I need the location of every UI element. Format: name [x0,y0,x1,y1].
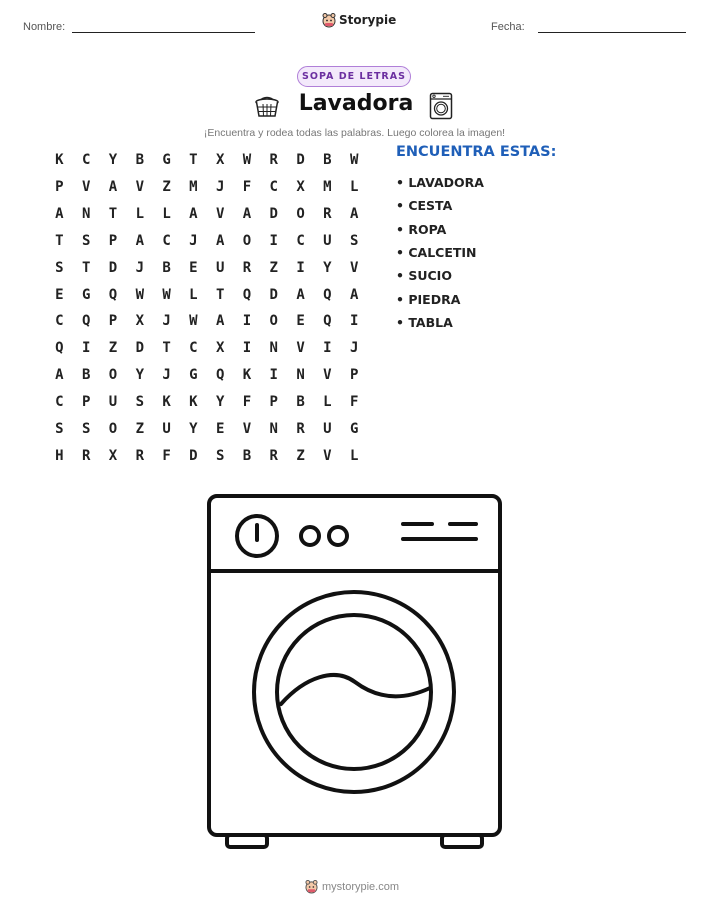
grid-letter: J [135,259,144,276]
grid-letter: T [108,206,118,223]
grid-letter: U [162,420,171,437]
grid-letter: J [215,179,225,196]
grid-letter: P [349,367,359,384]
instructions: ¡Encuentra y rodea todas las palabras. Luego colorea la imagen! [203,127,506,139]
grid-letter: C [81,152,91,169]
grid-letter: L [323,394,332,411]
grid-letter: W [135,286,144,303]
word-list-item: • CESTA [396,198,453,214]
grid-letter: Z [162,179,171,196]
grid-letter: V [242,420,252,437]
grid-letter: N [269,340,278,357]
grid-letter: T [55,232,64,249]
date-label: Fecha: [491,21,525,33]
grid-letter: E [296,313,305,330]
grid-letter: O [108,420,118,437]
grid-letter: I [323,340,332,357]
grid-letter: B [81,367,91,384]
grid-letter: K [162,394,171,411]
word-list-item: • LAVADORA [396,175,484,191]
grid-letter: X [135,313,144,330]
grid-letter: A [189,206,198,223]
grid-letter: N [269,420,278,437]
grid-letter: M [189,179,198,196]
grid-letter: R [296,420,305,437]
grid-letter: P [269,394,278,411]
grid-letter: K [189,394,198,411]
grid-letter: L [349,447,359,464]
grid-letter: T [215,286,225,303]
grid-letter: Z [269,259,278,276]
grid-letter: X [215,340,225,357]
grid-letter: A [296,286,305,303]
category-badge: SOPA DE LETRAS [297,66,411,87]
grid-letter: J [162,313,171,330]
grid-letter: G [81,286,91,303]
grid-letter: B [323,152,332,169]
name-label: Nombre: [23,21,66,33]
grid-letter: V [349,259,359,276]
grid-letter: P [108,313,118,330]
grid-letter: L [349,179,359,196]
grid-letter: G [349,420,359,437]
grid-letter: O [242,232,252,249]
grid-letter: A [215,313,225,330]
grid-letter: C [162,232,171,249]
grid-letter: A [215,232,225,249]
grid-letter: O [296,206,305,223]
control-button-1 [301,527,319,545]
grid-letter: A [349,206,359,223]
grid-letter: T [81,259,91,276]
grid-letter: J [349,340,359,357]
grid-letter: U [108,394,118,411]
storypie-mascot-icon [305,879,318,894]
footer-url: mystorypie.com [322,880,400,893]
water-wave [281,675,430,704]
grid-letter: Z [296,447,305,464]
grid-letter: A [349,286,359,303]
grid-letter: V [215,206,225,223]
grid-letter: C [189,340,198,357]
grid-letter: Q [242,286,252,303]
grid-letter: R [81,447,91,464]
grid-letter: T [189,152,198,169]
grid-letter: S [81,420,91,437]
grid-letter: N [81,206,91,223]
grid-letter: V [296,340,305,357]
grid-letter: D [108,259,118,276]
grid-letter: O [108,367,118,384]
grid-letter: N [296,367,305,384]
washing-machine-illustration [205,492,505,852]
name-line [72,32,255,33]
grid-letter: V [323,447,332,464]
grid-letter: E [55,286,64,303]
grid-letter: F [349,394,359,411]
grid-letter: Y [189,420,198,437]
grid-letter: A [242,206,252,223]
grid-letter: D [135,340,144,357]
grid-letter: W [189,313,198,330]
grid-letter: A [55,367,64,384]
grid-letter: D [269,286,278,303]
grid-letter: M [323,179,332,196]
grid-letter: Y [215,394,225,411]
grid-letter: S [55,259,64,276]
grid-letter: L [189,286,198,303]
grid-letter: C [55,313,64,330]
grid-letter: R [135,447,144,464]
grid-letter: R [242,259,252,276]
grid-letter: U [323,232,332,249]
brand-logo [322,12,396,28]
grid-letter: W [162,286,171,303]
grid-letter: Q [55,340,64,357]
grid-letter: F [242,394,252,411]
grid-letter: L [135,206,144,223]
grid-letter: C [269,179,278,196]
grid-letter: S [81,232,91,249]
grid-letter: B [162,259,171,276]
grid-letter: P [81,394,91,411]
grid-letter: R [323,206,332,223]
grid-letter: K [242,367,252,384]
grid-letter: I [269,367,278,384]
grid-letter: S [215,447,225,464]
date-line [538,32,686,33]
word-list [396,171,484,334]
word-list-item: • CALCETIN [396,245,477,261]
grid-letter: I [349,313,359,330]
grid-letter: R [269,152,278,169]
grid-letter: B [135,152,144,169]
grid-letter: Y [323,259,332,276]
grid-letter: I [242,313,252,330]
grid-letter: J [162,367,171,384]
grid-letter: Q [81,313,91,330]
page-title: Lavadora [298,91,414,116]
word-search-grid [46,147,368,469]
grid-letter: Q [323,313,332,330]
grid-letter: S [55,420,64,437]
grid-letter: Y [108,152,118,169]
word-list-item: • TABLA [396,314,453,330]
grid-letter: B [242,447,252,464]
grid-letter: Z [135,420,144,437]
grid-letter: U [323,420,332,437]
grid-letter: I [81,340,91,357]
washing-machine-icon [429,92,453,120]
grid-letter: Q [215,367,225,384]
grid-letter: L [162,206,171,223]
grid-letter: D [269,206,278,223]
grid-letter: Y [135,367,144,384]
grid-letter: A [55,206,64,223]
grid-letter: E [189,259,198,276]
grid-letter: C [55,394,64,411]
word-list-item: • SUCIO [396,268,452,284]
grid-letter: S [349,232,359,249]
grid-letter: F [162,447,171,464]
grid-letter: I [269,232,278,249]
grid-letter: E [215,420,225,437]
grid-letter: G [189,367,198,384]
grid-letter: V [135,179,144,196]
grid-letter: I [242,340,252,357]
grid-letter: J [189,232,198,249]
grid-letter: Z [108,340,118,357]
door-glass [277,615,431,769]
grid-letter: V [323,367,332,384]
grid-letter: F [242,179,252,196]
grid-letter: X [108,447,118,464]
grid-letter: I [296,259,305,276]
grid-letter: H [55,447,64,464]
grid-letter: X [215,152,225,169]
grid-letter: T [162,340,171,357]
grid-letter: V [81,179,91,196]
grid-letter: D [296,152,305,169]
grid-letter: A [108,179,118,196]
word-list-title: ENCUENTRA ESTAS: [396,144,557,160]
grid-letter: Q [323,286,332,303]
machine-body [209,496,500,835]
brand-name: Storypie [339,13,397,27]
grid-letter: C [296,232,305,249]
foot-left [227,835,267,847]
word-list-item: • PIEDRA [396,291,461,307]
grid-letter: B [296,394,305,411]
grid-letter: P [55,179,64,196]
grid-letter: O [269,313,278,330]
grid-letter: P [108,232,118,249]
control-button-2 [329,527,347,545]
grid-letter: K [55,152,64,169]
footer [305,879,399,894]
storypie-mascot-icon [322,12,336,28]
grid-letter: G [162,152,171,169]
grid-letter: X [296,179,305,196]
grid-letter: W [242,152,252,169]
grid-letter: W [349,152,359,169]
word-list-item: • ROPA [396,221,447,237]
grid-letter: S [135,394,144,411]
grid-letter: A [135,232,144,249]
foot-right [442,835,482,847]
grid-letter: D [189,447,198,464]
grid-letter: R [269,447,278,464]
grid-letter: U [215,259,225,276]
grid-letter: Q [108,286,118,303]
laundry-basket-icon [254,94,280,118]
